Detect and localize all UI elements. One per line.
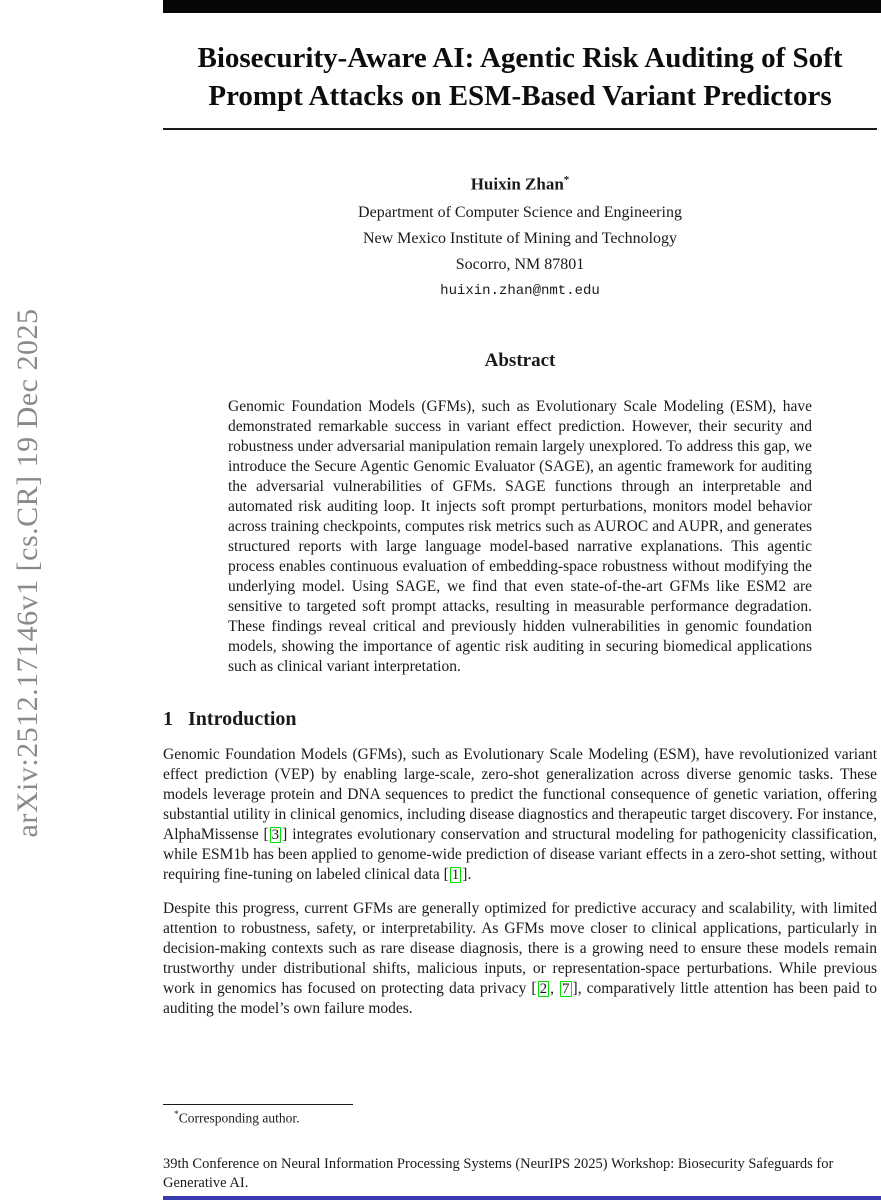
author-name-text: Huixin Zhan <box>470 174 564 194</box>
author-affiliation <box>163 200 877 278</box>
text-run: , <box>550 979 560 997</box>
arxiv-watermark: arXiv:2512.17146v1 [cs.CR] 19 Dec 2025 <box>11 308 44 838</box>
text-run: ], comparatively little attention has been paid to auditing the model’s own failure modes. <box>163 979 877 1017</box>
page-bottom-edge-bar <box>163 1196 881 1200</box>
abstract-text: Genomic Foundation Models (GFMs), such as Evolutionary Scale Modeling (ESM), have demonstrated remarkable success in variant effect prediction. However, their security and robustness under adversarial manipulation remain largely unexplored. To address this gap, we introduce the Secure Agentic Genomic Evaluator (SAGE), an agentic framework for auditing the adversarial vulnerabilities of GFMs. SAGE functions through an interpretable and automated risk auditing loop. It injects soft prompt perturbations, monitors model behavior across training checkpoints, computes risk metrics such as AUROC and AUPR, and generates structured reports with large language model-based narrative explanations. This agentic process enables continuous evaluation of embedding-space robustness without modifying the underlying model. Using SAGE, we find that even state-of-the-art GFMs like ESM2 are sensitive to targeted soft prompt attacks, resulting in measurable performance degradation. These findings reveal critical and previously hidden vulnerabilities in genomic foundation models, showing the importance of agentic risk auditing in securing biomedical applications such as clinical variant interpretation. <box>228 397 812 675</box>
citation-link[interactable]: 2 <box>539 980 548 997</box>
title-rule <box>163 128 877 130</box>
footnote-area <box>163 1104 877 1127</box>
text-run: Genomic Foundation Models (GFMs), such as Evolutionary Scale Modeling (ESM), have revolutionized variant effect prediction (VEP) by enabling large-scale, zero-shot generalization across diverse genomic tasks. These models leverage protein and DNA sequences to predict the functional consequence of genetic variation, offering substantial utility in clinical genomics, including disease diagnostics and therapeutic target discovery. For instance, AlphaMissense [ <box>163 745 877 843</box>
affiliation-line: New Mexico Institute of Mining and Technology <box>362 229 678 247</box>
citation-link[interactable]: 7 <box>562 980 570 997</box>
footnote-text <box>163 1110 877 1127</box>
paper-title: Biosecurity-Aware AI: Agentic Risk Auditing of Soft Prompt Attacks on ESM-Based Variant Predictors <box>197 42 843 112</box>
affiliation-line: Department of Computer Science and Engineering <box>358 203 682 221</box>
intro-paragraph-1 <box>163 745 877 885</box>
abstract-heading: Abstract <box>484 349 556 371</box>
section-heading-introduction <box>163 708 877 731</box>
conference-footer: 39th Conference on Neural Information Processing Systems (NeurIPS 2025) Workshop: Biosecurity Safeguards for Generative AI. <box>163 1156 834 1191</box>
footnote-rule <box>163 1104 353 1105</box>
author-footnote-mark: * <box>563 174 570 186</box>
section-number: 1 <box>163 707 173 730</box>
text-run: ]. <box>462 865 472 883</box>
text-run: ] integrates evolutionary conservation and structural modeling for pathogenicity classification, while ESM1b has been applied to genome-wide prediction of disease variant effects in a zero-shot setting, without requiring fine-tuning on labeled clinical data [ <box>163 825 877 883</box>
paper-content <box>163 13 877 1019</box>
author-name <box>163 169 877 196</box>
affiliation-line: Socorro, NM 87801 <box>455 255 585 273</box>
citation-link[interactable]: 3 <box>271 826 280 843</box>
page-top-edge-bar <box>163 0 881 13</box>
citation-link[interactable]: 1 <box>451 866 460 883</box>
footnote-mark: * <box>174 1110 179 1120</box>
intro-paragraph-2 <box>163 899 877 1019</box>
section-title: Introduction <box>188 707 297 730</box>
footnote-label: Corresponding author. <box>178 1110 300 1126</box>
author-block <box>163 169 877 299</box>
author-email: huixin.zhan@nmt.edu <box>440 282 600 299</box>
text-run: Despite this progress, current GFMs are generally optimized for predictive accuracy and scalability, with limited attention to robustness, safety, or interpretability. As GFMs move closer to clinical applications, particularly in decision-making contexts such as rare disease diagnosis, there is a growing need to ensure these models remain trustworthy under distributional shifts, malicious inputs, or representation-space perturbations. While previous work in genomics has focused on protecting data privacy [ <box>163 899 877 997</box>
